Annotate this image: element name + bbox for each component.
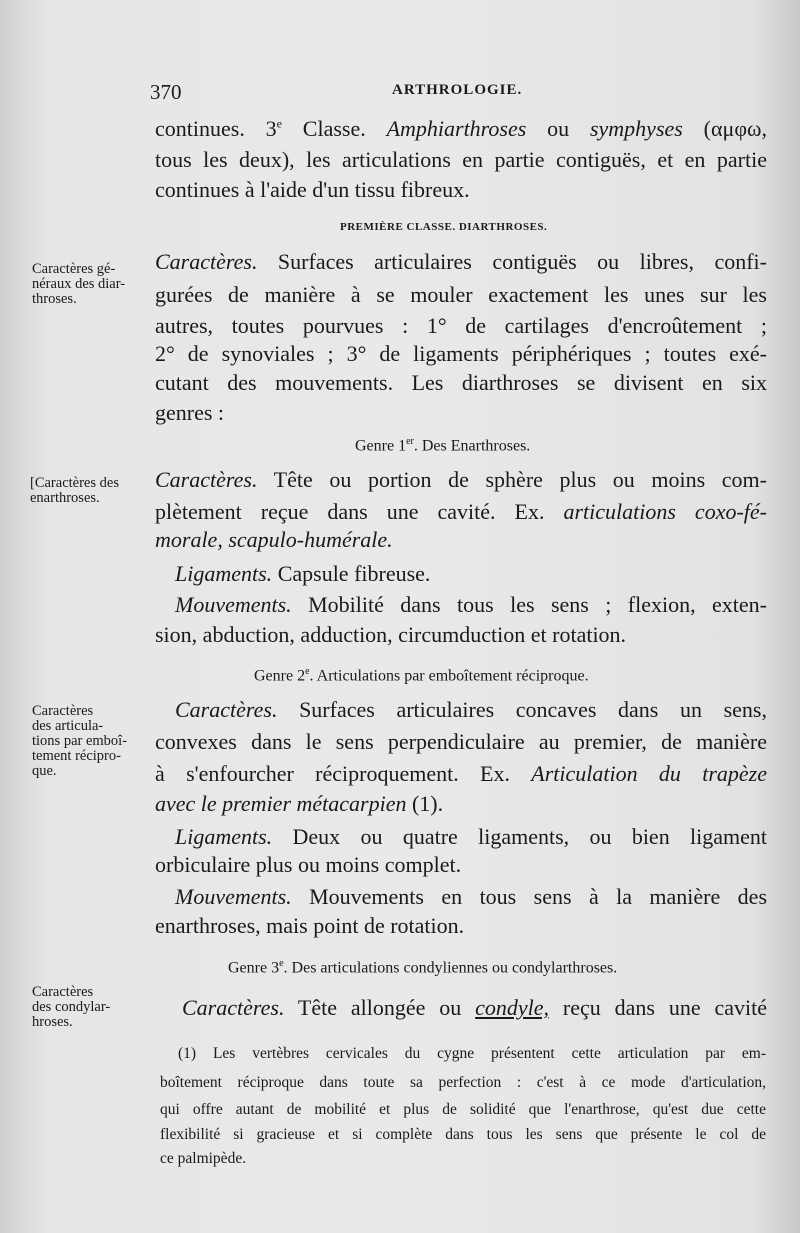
body-line-21: orbiculaire plus ou moins complet. (155, 852, 462, 877)
body-line-2: tous les deux), les articulations en partie contiguës, et en partie (155, 147, 767, 172)
footnote-line-1: (1) Les vertèbres cervicales du cygne présentent cette articulation par em- (178, 1045, 766, 1062)
page-number: 370 (150, 80, 182, 104)
body-line-7: 2° de synoviales ; 3° de ligaments périphériques ; toutes exé- (155, 341, 767, 366)
body-line-6: autres, toutes pourvues : 1° de cartilages d'encroûtement ; (155, 313, 767, 338)
body-line-20: Ligaments. Deux ou quatre ligaments, ou bien ligament (175, 824, 767, 849)
margin-note-diarthroses: Caractères gé- néraux des diar- throses. (32, 261, 126, 307)
body-line-3: continues à l'aide d'un tissu fibreux. (155, 177, 470, 202)
body-line-11: plètement reçue dans une cavité. Ex. articulations coxo-fé- (155, 499, 767, 524)
footnote-line-4: flexibilité si gracieuse et si complète dans tous les sens que présente le col de (160, 1126, 766, 1143)
running-title: ARTHROLOGIE. (392, 82, 523, 98)
genre-2-heading: Genre 2e. Articulations par emboîtement réciproque. (254, 666, 589, 685)
body-line-8: cutant des mouvements. Les diarthroses se divisent en six (155, 370, 767, 395)
footnote-line-3: qui offre autant de mobilité et plus de solidité que l'enarthrose, qu'est due cette (160, 1101, 766, 1118)
footnote-line-5: ce palmipède. (160, 1150, 247, 1167)
body-line-1: continues. 3e Classe. Amphiarthroses ou symphyses (αμφω, (155, 116, 767, 141)
margin-note-condylarthroses: Caractères des condylar- hroses. (32, 984, 111, 1030)
class-heading: PREMIÈRE CLASSE. DIARTHROSES. (340, 221, 548, 233)
footnote-line-2: boîtement réciproque dans toute sa perfection : c'est à ce mode d'articulation, (160, 1074, 766, 1091)
genre-3-heading: Genre 3e. Des articulations condyliennes ou condylarthroses. (228, 958, 618, 977)
body-line-16: Caractères. Surfaces articulaires concaves dans un sens, (175, 697, 767, 722)
body-line-15: sion, abduction, adduction, circumduction et rotation. (155, 622, 627, 647)
body-line-4: Caractères. Surfaces articulaires contiguës ou libres, confi- (155, 249, 767, 274)
body-line-13: Ligaments. Capsule fibreuse. (175, 561, 431, 586)
margin-note-emboitement: Caractères des articula- tions par emboî- tement récipro- que. (32, 703, 128, 779)
body-line-14: Mouvements. Mobilité dans tous les sens ; flexion, exten- (175, 592, 767, 617)
body-line-12: morale, scapulo-humérale. (155, 527, 393, 552)
body-line-24: Caractères. Tête allongée ou condyle, reçu dans une cavité (182, 995, 767, 1020)
margin-note-enarthroses: [Caractères des enarthroses. (30, 475, 119, 506)
body-line-9: genres : (155, 400, 225, 425)
body-line-22: Mouvements. Mouvements en tous sens à la manière des (175, 884, 767, 909)
body-line-5: gurées de manière à se mouler exactement les unes sur les (155, 282, 767, 307)
body-line-17: convexes dans le sens perpendiculaire au premier, de manière (155, 729, 767, 754)
genre-1-heading: Genre 1er. Des Enarthroses. (355, 436, 531, 455)
body-line-10: Caractères. Tête ou portion de sphère plus ou moins com- (155, 467, 767, 492)
body-line-18: à s'enfourcher réciproquement. Ex. Articulation du trapèze (155, 761, 767, 786)
body-line-23: enarthroses, mais point de rotation. (155, 913, 465, 938)
body-line-19: avec le premier métacarpien (1). (155, 791, 444, 816)
